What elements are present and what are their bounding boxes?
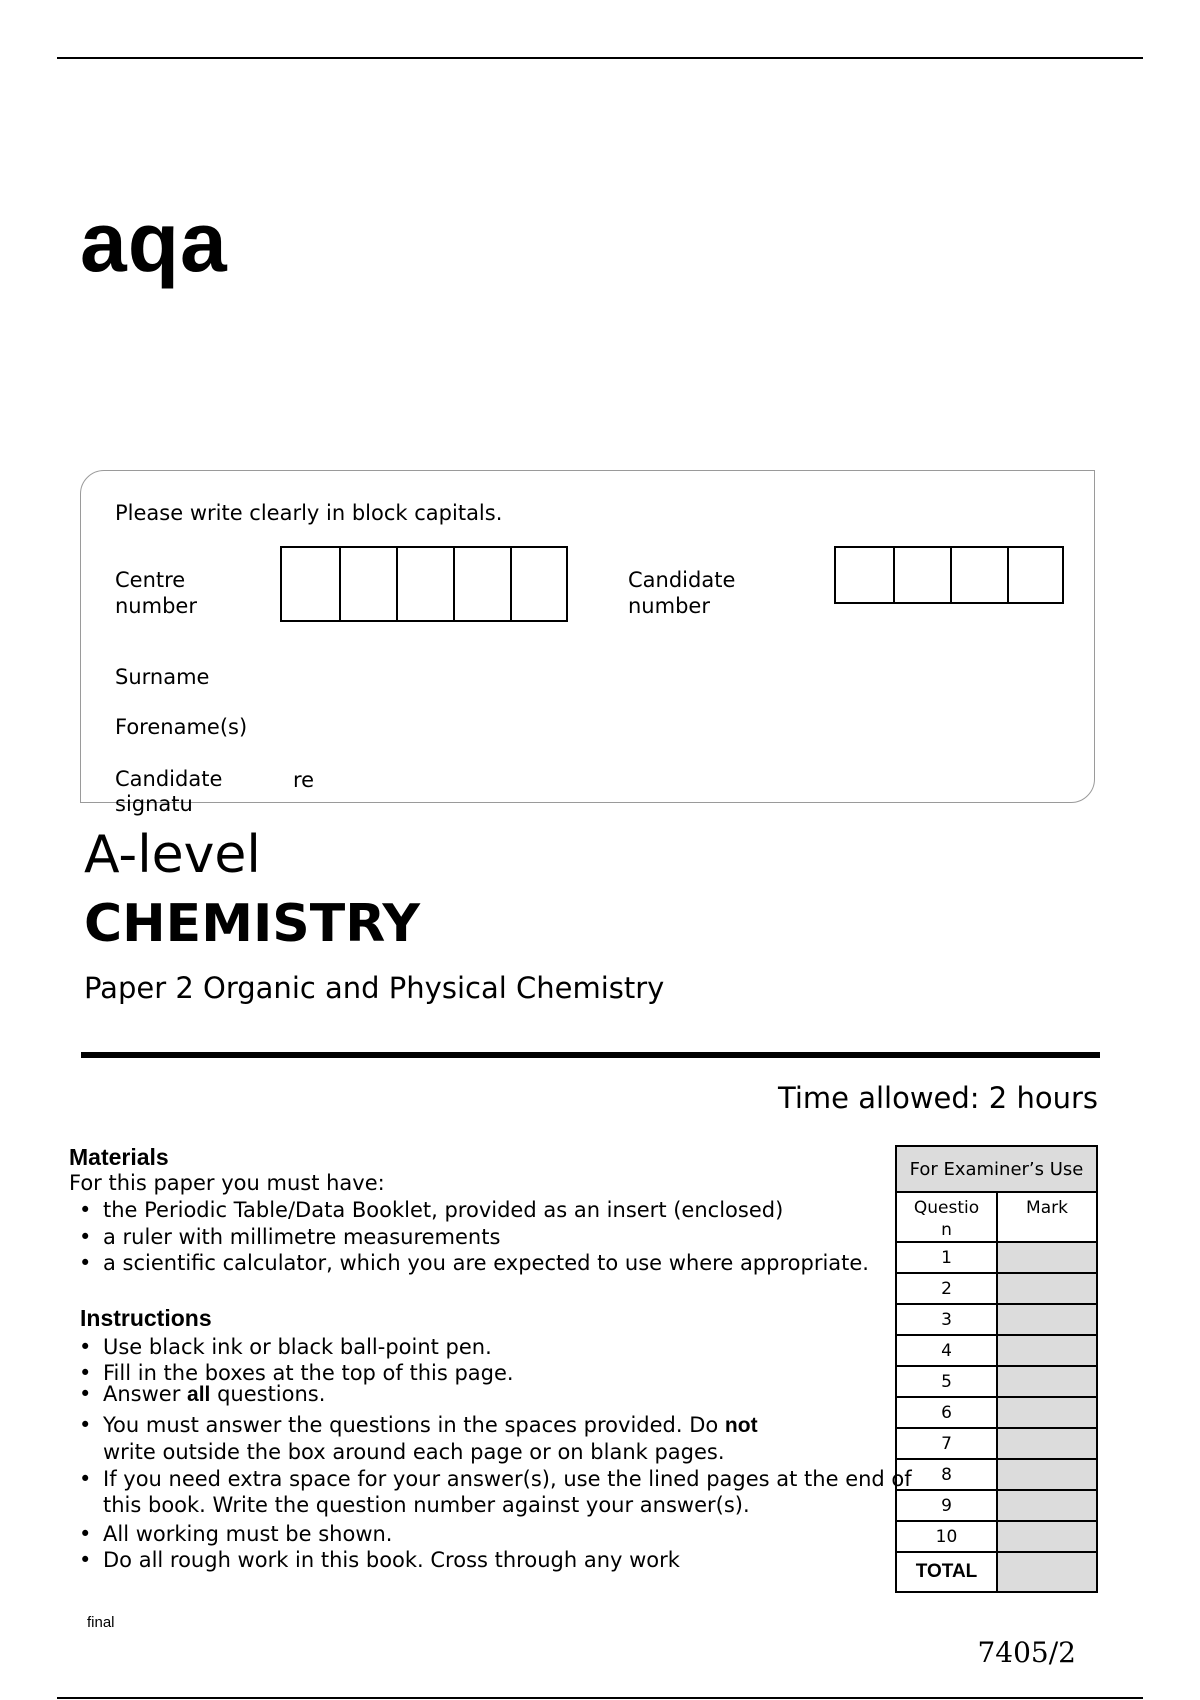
question-number: 6 [896,1397,997,1428]
table-row [896,1242,1097,1273]
table-row [896,1335,1097,1366]
mark-cell[interactable] [997,1521,1097,1552]
mark-cell[interactable] [997,1366,1097,1397]
question-column-header: Questio n [896,1192,997,1242]
centre-number-box[interactable] [396,548,453,620]
qualification-level: A-level [84,825,261,885]
table-row [896,1273,1097,1304]
list-item: • Use black ink or black ball-point pen. [69,1334,912,1361]
materials-list [69,1197,869,1277]
table-row [896,1366,1097,1397]
table-row [896,1397,1097,1428]
examiner-table-heading: For Examiner’s Use [896,1146,1097,1192]
table-row [896,1552,1097,1592]
list-item: • If you need extra space for your answer(s), use the lined pages at the end of this book. Write the question number against your answer(s). [69,1466,912,1519]
list-item: • You must answer the questions in the spaces provided. Do not write outside the box around each page or on blank pages. [69,1412,912,1466]
paper-title: Paper 2 Organic and Physical Chemistry [84,971,665,1005]
candidate-number-boxes[interactable] [834,546,1064,604]
centre-number-label: Centre number [115,568,197,618]
instructions-heading: Instructions [80,1305,212,1331]
block-capitals-instruction: Please write clearly in block capitals. [115,501,503,525]
bottom-rule [57,1697,1143,1699]
question-number: 5 [896,1366,997,1397]
list-item: • All working must be shown. [69,1521,912,1548]
instructions-list [69,1334,912,1574]
question-number: 8 [896,1459,997,1490]
mark-cell[interactable] [997,1273,1097,1304]
candidate-number-label: Candidate number [628,568,736,618]
mark-cell[interactable] [997,1490,1097,1521]
candidate-signature-label: Candidate signatu [115,767,223,816]
question-number: 3 [896,1304,997,1335]
list-item: • a ruler with millimetre measurements [69,1224,869,1251]
list-item: • the Periodic Table/Data Booklet, provided as an insert (enclosed) [69,1197,869,1224]
question-number: 1 [896,1242,997,1273]
table-row [896,1459,1097,1490]
candidate-number-box[interactable] [1007,548,1062,602]
list-item: • Do all rough work in this book. Cross through any work [69,1547,912,1574]
table-row [896,1428,1097,1459]
question-number: 7 [896,1428,997,1459]
centre-number-box[interactable] [510,548,566,620]
materials-intro: For this paper you must have: [69,1171,385,1195]
candidate-signature-label-suffix: re [293,768,315,792]
total-label: TOTAL [896,1552,997,1592]
centre-number-boxes[interactable] [280,546,568,622]
candidate-number-box[interactable] [836,548,893,602]
mark-column-header: Mark [997,1192,1097,1242]
list-item: • Fill in the boxes at the top of this page. [69,1360,912,1387]
materials-heading: Materials [69,1144,169,1170]
mark-cell[interactable] [997,1459,1097,1490]
list-item: • a scientific calculator, which you are expected to use where appropriate. [69,1250,869,1277]
centre-number-box[interactable] [339,548,396,620]
list-item: • Answer all questions. [69,1381,912,1409]
subject-title: CHEMISTRY [84,894,421,954]
title-rule [81,1052,1100,1058]
examiner-use-table [895,1145,1098,1593]
top-rule [57,57,1143,59]
candidate-number-box[interactable] [893,548,950,602]
paper-code: 7405/2 [977,1636,1076,1669]
candidate-number-box[interactable] [950,548,1007,602]
question-number: 9 [896,1490,997,1521]
mark-cell[interactable] [997,1335,1097,1366]
centre-number-box[interactable] [453,548,510,620]
document-status: final [87,1614,115,1631]
table-row [896,1304,1097,1335]
question-number: 10 [896,1521,997,1552]
surname-label: Surname [115,665,210,689]
aqa-logo: aqa [80,195,228,289]
centre-number-box[interactable] [282,548,339,620]
table-row [896,1490,1097,1521]
mark-cell[interactable] [997,1428,1097,1459]
mark-cell[interactable] [997,1397,1097,1428]
table-row [896,1521,1097,1552]
question-number: 4 [896,1335,997,1366]
total-mark-cell[interactable] [997,1552,1097,1592]
mark-cell[interactable] [997,1304,1097,1335]
question-number: 2 [896,1273,997,1304]
forenames-label: Forename(s) [115,715,248,739]
mark-cell[interactable] [997,1242,1097,1273]
time-allowed: Time allowed: 2 hours [778,1081,1098,1115]
